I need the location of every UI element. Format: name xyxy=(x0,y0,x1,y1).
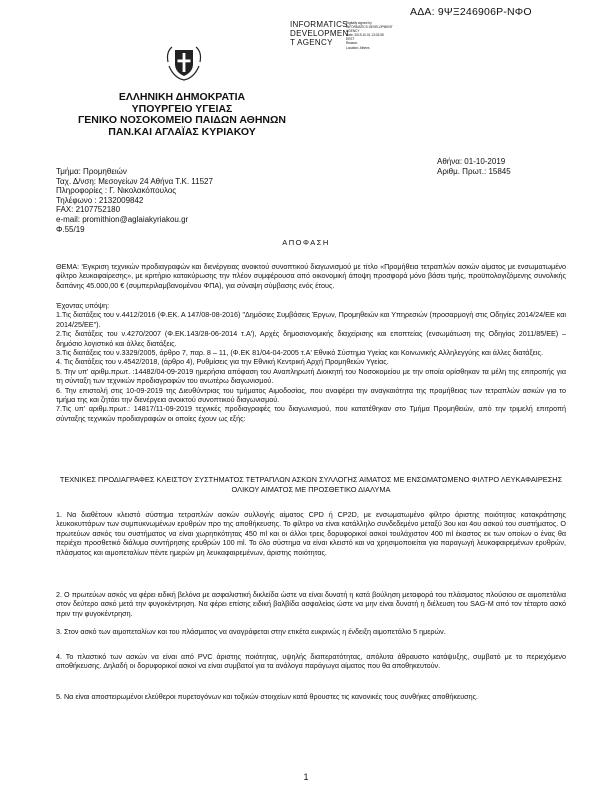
stamp-line: DEVELOPMEN xyxy=(290,29,349,38)
spec-item: 4. Το πλαστικό των ασκών να είναι από PVC άριστης ποιότητας, υψηλής διαπερατότητας, απόλυτα άθραυστο κατάψυξης, συμβατό με το περιεχόμενο αποθήκευσης. Δηλαδή οι δορυφορικοί ασκοί να είναι συμβατοί για τα ανάλογα παράγωγα αίματος που θα αποθηκευτούν. xyxy=(56,652,566,671)
signature-details xyxy=(346,21,406,50)
stamp-line: INFORMATICS xyxy=(290,20,348,29)
fax: FAX: 2107752180 xyxy=(56,205,121,215)
stamp-detail: EEST xyxy=(346,37,355,42)
coat-of-arms-icon xyxy=(164,42,204,82)
stamp-detail: INFORMATICS DEVELOPMENT xyxy=(346,25,393,30)
stamp-detail: Date: 2019.10.01 13:02:55 xyxy=(346,33,384,38)
protocol-number: Αριθμ. Πρωτ.: 15845 xyxy=(437,166,511,176)
issuer-header xyxy=(48,92,316,138)
having-regard-label: Έχοντας υπόψη: xyxy=(56,301,110,310)
page-number: 1 xyxy=(303,772,309,782)
department: Τμήμα: Προμηθειών xyxy=(56,167,127,176)
header-line: ΕΛΛΗΝΙΚΗ ΔΗΜΟΚΡΑΤΙΑ xyxy=(118,91,246,103)
consideration-item: 1.Τις διατάξεις του ν.4412/2016 (Φ.ΕΚ. Α 147/08-08-2016) "Δημόσιες Συμβάσεις Έργων, Προμηθειών και Υπηρεσιών (προσαρμογή στις Οδηγίες 2014/24/ΕΕ και 2014/25/ΕΕ"). xyxy=(56,310,566,329)
stamp-detail: Digitally signed by xyxy=(346,21,372,25)
address: Ταχ. Δ/νση: Μεσογείων 24 Αθήνα Τ.Κ. 11527 xyxy=(56,176,213,186)
spec-item: 5. Να είναι αποστειρωμένοι ελεύθεροι πυρετογόνων και τοξικών στοιχείων κατά θρουστες τις κανονικές τους συνθήκες αποθήκευσης. xyxy=(56,692,479,701)
ada-code: ΑΔΑ: 9ΨΞ246906Ρ-ΝΦΟ xyxy=(410,6,532,18)
consideration-item: 6. Την επιστολή στις 10-09-2019 της Διευθύντριας του τμήματος Αιμοδοσίας, που αναφέρει την αναγκαιότητα της προμήθειας των τετραπλών ασκών για το τμήμα της και ζητάει την διενέργεια ανοικτού συνοπτικού διαγωνισμού. xyxy=(56,385,566,405)
consideration-item: 5. Την υπ' αριθμ.πρωτ. :14482/04-09-2019 ημερήσια απόφαση του Αναπληρωτή Διοικητή του Νοσοκομείου με την οποία ορίσθηκαν τα μέλη της επιτροπής για τη σύνταξη των τεχνικών προδιαγραφών του ανωτέρω διαγωνισμού. xyxy=(56,366,566,386)
signature-stamp xyxy=(290,20,349,47)
spec-item: 1. Να διαθέτουν κλειστό σύστημα τετραπλών ασκών συλλογής αίματος CPD ή CP2D, με ενσωματωμένο φίλτρο άριστης ποιότητας κατακράτησης λευκοκυττάρων των συμπυκνωμένων ερυθρών προ της αποθήκευσης. Το φίλτρο να είναι κατάλληλο συνδεδεμένο μεταξύ 3ου και 4ου ασκού του συστήματος. Ο πρωτεύων ασκός του συστήματος να είναι χωρητικότητας 450 ml και οι άλλοι τρεις δορυφορικοί ασκοί τουλάχιστον 400 ml έκαστος εκ των οποίων ο ένας θα περιέχει προσθετικό διάλυμα συντήρησης ερυθρών 100 ml. Το όλο σύστημα να είναι κλειστό και να χρησιμοποιείται για παραγωγή λευκαφαιρεμένων ερυθρών, πλάσματος και αιμοπεταλίων πέντε ημερών μη λευκαφαιρεμένων, άριστης ποιότητας. xyxy=(56,510,566,557)
subject-text: ΘΕΜΑ: 'Εγκριση τεχνικών προδιαγραφών και διενέργειας ανοικτού συνοπτικού διαγωνισμού με τίτλο «Προμήθεια τετραπλών ασκών αίματος με ενσωματωμένο φίλτρο λευκαφαίρεσης», με κριτήριο κατακύρωσης την πλέον συμφέρουσα από οικονομική άποψη προσφορά μόνο βάσει τιμής, προϋπολογιζόμενης συνολικής δαπάνης 45.000,00 € (συμπεριλαμβανομένου ΦΠΑ), για σύναψη σύμβασης ενός έτους. xyxy=(56,262,566,290)
header-line: ΓΕΝΙΚΟ ΝΟΣΟΚΟΜΕΙΟ ΠΑΙΔΩΝ ΑΘΗΝΩΝ xyxy=(77,114,287,126)
consideration-item: 4. Τις διατάξεις του ν.4542/2018, (άρθρο 4), Ρυθμίσεις για την Εθνική Κεντρική Αρχή Προμηθειών Υγείας. xyxy=(56,357,389,367)
spec-item: 3. Στον ασκό των αιμοπεταλίων και του πλάσματος να αναγράφεται στην ετικέτα ευκρινώς η ένδειξη αιμοπετάλιο 5 ημερών. xyxy=(56,627,446,636)
consideration-item: 7.Τις υπ' αριθμ.πρωτ.: 14817/11-09-2019 τεχνικές προδιαγραφές του διαγωνισμού, που κατατέθηκαν στο Τμήμα Προμηθειών, από την τριμελή επιτροπή σύνταξης τεχνικών προδιαγραφών οι οποίες έχουν ως εξής: xyxy=(56,404,566,423)
stamp-detail: AGENCY xyxy=(346,29,360,34)
specifications-title: ΤΕΧΝΙΚΕΣ ΠΡΟΔΙΑΓΡΑΦΕΣ ΚΛΕΙΣΤΟΥ ΣΥΣΤΗΜΑΤΟΣ ΤΕΤΡΑΠΛΩΝ ΑΣΚΩΝ ΣΥΛΛΟΓΗΣ ΑΙΜΑΤΟΣ ΜΕ ΕΝΣΩΜΑΤΩΜΕΝΟ ΦΙΛΤΡΟ ΛΕΥΚΑΦΑΙΡΕΣΗΣ ΟΛΙΚΟΥ ΑΙΜΑΤΟΣ ΜΕ ΠΡΟΣΘΕΤΙΚΟ ΔΙΑΛΥΜΑ xyxy=(59,475,563,494)
file-reference: Φ.55/19 xyxy=(56,224,85,234)
document-date: Αθήνα: 01-10-2019 xyxy=(437,157,506,166)
email-link[interactable]: e-mail: promithion@aglaiakyriakou.gr xyxy=(56,214,189,224)
date-protocol-block xyxy=(437,157,511,176)
subject-paragraph xyxy=(56,262,566,290)
phone: Τηλέφωνο : 2132009842 xyxy=(56,195,144,205)
contact-person: Πληροφορίες : Γ. Νικολακόπουλος xyxy=(56,186,177,196)
spec-item: 2. Ο πρωτεύων ασκός να φέρει ειδική βελόνα με ασφαλιστική δικλείδα ώστε να είναι δυνατή η κατά βούληση μεταφορά του πλάσματος πλούσιου σε αιμοπετάλια στον δεύτερο ασκό μετά την φυγοκέντρηση. Να φέρει επίσης ειδική βαλβίδα ασφαλείας ώστε να μην είναι δυνατή η διέλευση του SAG-M από τον τέταρτο ασκό πριν την φυγοκέντρηση. xyxy=(56,590,566,618)
contact-block xyxy=(56,167,213,234)
header-line: ΥΠΟΥΡΓΕΙΟ ΥΓΕΙΑΣ xyxy=(131,102,233,115)
consideration-item: 2.Τις διατάξεις του ν.4270/2007 (Φ.ΕΚ.143/28-06-2014 τ.Α'), Αρχές δημοσιονομικής διαχείρισης και εποπτείας (ενσωμάτωση της Οδηγίας 2011/85/ΕΕ) – δημόσιο λογιστικό και άλλες διατάξεις. xyxy=(56,329,566,348)
considerations-block xyxy=(56,301,566,423)
stamp-detail: Location: Athens xyxy=(346,45,370,50)
stamp-line: T AGENCY xyxy=(290,38,333,47)
header-line: ΠΑΝ.ΚΑΙ ΑΓΛΑΪΑΣ ΚΥΡΙΑΚΟΥ xyxy=(108,125,256,138)
consideration-item: 3.Τις διατάξεις του ν.3329/2005, άρθρο 7, παρ. 8 – 11, (Φ.ΕΚ 81/04-04-2005 τ.Α' Εθνικό Σύστημα Υγείας και Κοινωνικής Αλληλεγγύης και άλλες διατάξεις. xyxy=(56,348,543,358)
stamp-detail: Reason: xyxy=(346,41,358,46)
decision-title: ΑΠΟΦΑΣΗ xyxy=(282,238,330,247)
